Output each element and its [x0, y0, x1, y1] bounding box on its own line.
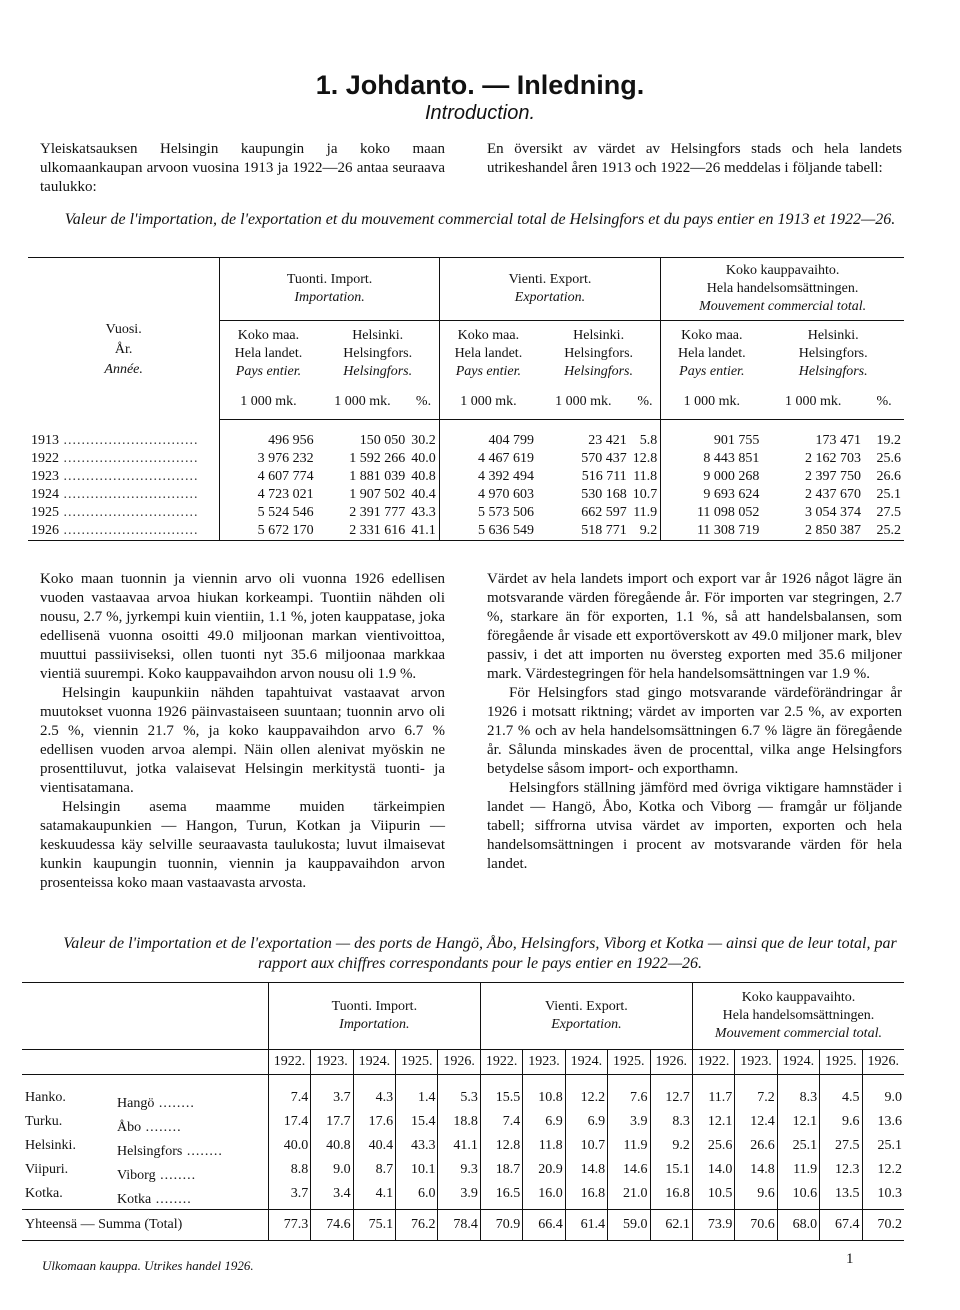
- group-label-fr: Importation.: [339, 1017, 410, 1032]
- subheader-line: Helsingfors.: [564, 346, 634, 361]
- leader-dots: ..............................: [59, 505, 199, 520]
- value-cell: 10.6: [777, 1185, 819, 1210]
- percent-value: 41.1: [408, 522, 439, 541]
- intro-swedish: En översikt av värdet av Helsingfors stads och hela landets utrikeshandel åren 1913 och 1922—26 meddelas i följande tabell:: [487, 141, 902, 176]
- value-cell: 496 956: [220, 420, 317, 451]
- table-row: [22, 1161, 904, 1185]
- value-cell: 9.6: [820, 1113, 862, 1137]
- total-value: 70.9: [480, 1210, 522, 1241]
- leader-dots: ..............................: [59, 487, 199, 502]
- value-cell: 3 054 374: [805, 505, 862, 520]
- year-head-fi: Vuosi.: [105, 321, 142, 337]
- group-label: Tuonti. Import.: [331, 999, 418, 1014]
- year-header: 1923.: [311, 1050, 353, 1075]
- value-cell: 12.1: [777, 1113, 819, 1137]
- value-cell: 570 437: [581, 451, 627, 466]
- value-cell: 11.9: [608, 1137, 650, 1161]
- year-header: 1922.: [480, 1050, 522, 1075]
- year-header: 1924.: [353, 1050, 395, 1075]
- value-cell: 9.6: [735, 1185, 777, 1210]
- value-cell: 2 397 750: [805, 469, 862, 484]
- value-cell: 10.3: [862, 1185, 904, 1210]
- value-cell: 5 636 549: [439, 522, 537, 541]
- table-row: [28, 450, 904, 468]
- paragraph: Helsingin kaupunkiin nähden tapahtuivat vastaavat arvon muutokset vuonna 1926 päinvastaiseen suuntaan; tuonnin arvo oli 2.5 %, viennin 21.7 %, ja koko kauppavaihdon arvo 6.7 % edellisen vuoden arvoa alempi. Näin ollen alenivat myöskin ne prosenttiluvut, jotka valaisevat Helsingin merkitystä tuonti- ja vientisatamana.: [40, 685, 445, 796]
- value-cell: 18.8: [438, 1113, 480, 1137]
- year-value: 1923: [31, 469, 59, 484]
- import-group-header: [220, 258, 439, 321]
- percent-value: 10.7: [632, 487, 658, 502]
- value-cell: 1 592 266: [349, 451, 406, 466]
- value-cell: 3.9: [608, 1113, 650, 1137]
- subheader-line: Helsingfors.: [343, 364, 413, 379]
- value-cell: 13.6: [862, 1113, 904, 1137]
- leader-dots: ..............................: [59, 432, 199, 448]
- value-cell: 26.6: [735, 1137, 777, 1161]
- port-name-sv: Viborg: [117, 1168, 156, 1183]
- percent-value: 19.2: [876, 433, 901, 448]
- percent-value: 30.2: [411, 433, 436, 448]
- value-cell: 21.0: [608, 1185, 650, 1210]
- total-value: 77.3: [268, 1210, 310, 1241]
- value-cell: 17.4: [268, 1113, 310, 1137]
- year-value: 1926: [31, 523, 59, 538]
- value-cell: 901 755: [661, 420, 763, 451]
- value-cell: 7.6: [608, 1075, 650, 1114]
- value-cell: 12.4: [735, 1113, 777, 1137]
- value-cell: 4.1: [353, 1185, 395, 1210]
- city-subheader: [762, 321, 904, 388]
- value-cell: 10.1: [396, 1161, 438, 1185]
- year-header: 1922.: [692, 1050, 734, 1075]
- value-cell: 40.4: [353, 1137, 395, 1161]
- leader-dots: ..............................: [59, 523, 199, 538]
- group-label-fr: Mouvement commercial total.: [714, 1026, 882, 1041]
- subheader-line: Koko maa.: [681, 328, 743, 343]
- value-cell: 3.4: [311, 1185, 353, 1210]
- value-cell: 2 437 670: [805, 487, 862, 502]
- percent-value: 11.8: [633, 469, 658, 484]
- total-value: 66.4: [523, 1210, 565, 1241]
- ports-corner: [22, 983, 268, 1050]
- intro-finnish: Yleiskatsauksen Helsingin kaupungin ja koko maan ulkomaankaupan arvoon vuosina 1913 ja 1922—26 antaa seuraava taulukko:: [40, 141, 445, 195]
- year-header: 1925.: [820, 1050, 862, 1075]
- value-cell: 9 000 268: [661, 468, 763, 486]
- value-cell: 516 711: [581, 469, 627, 484]
- subheader-line: Helsinki.: [352, 328, 404, 343]
- group-label-fr: Importation.: [294, 290, 365, 305]
- value-cell: 9.0: [311, 1161, 353, 1185]
- value-cell: 12.2: [862, 1161, 904, 1185]
- page-subtitle: Introduction.: [424, 102, 536, 124]
- value-cell: 9.0: [862, 1075, 904, 1114]
- subheader-line: Helsingfors.: [798, 346, 868, 361]
- subheader-line: Pays entier.: [679, 364, 745, 379]
- value-cell: 14.0: [692, 1161, 734, 1185]
- footer-source: Ulkomaan kauppa. Utrikes handel 1926.: [42, 1258, 254, 1273]
- percent-label: %.: [864, 387, 904, 420]
- value-cell: 12.8: [480, 1137, 522, 1161]
- value-cell: 7.4: [480, 1113, 522, 1137]
- total-value: 73.9: [692, 1210, 734, 1241]
- year-value: 1922: [31, 451, 59, 466]
- group-label: Vienti. Export.: [508, 272, 592, 287]
- table2-caption: Valeur de l'importation et de l'exportation — des ports de Hangö, Åbo, Helsingfors, Viborg et Kotka — ainsi que de leur total, par rapport aux chiffres correspondants pour le pays entier en 1922—26.: [63, 935, 897, 972]
- total-group-header: [661, 258, 904, 321]
- group-label-sv: Hela handelsomsättningen.: [706, 281, 859, 296]
- subheader-line: Koko maa.: [457, 328, 520, 343]
- country-subheader: [439, 321, 537, 388]
- subheader-line: Hela landet.: [677, 346, 746, 361]
- unit-label: 1 000 mk.: [661, 387, 763, 420]
- percent-label: %.: [408, 387, 439, 420]
- total-label: Yhteensä — Summa (Total): [22, 1210, 268, 1241]
- value-cell: 25.1: [777, 1137, 819, 1161]
- value-cell: 1 907 502: [349, 487, 406, 502]
- unit-label: 1 000 mk.: [220, 387, 317, 420]
- value-cell: 9.2: [650, 1137, 692, 1161]
- year-header: 1926.: [862, 1050, 904, 1075]
- value-cell: 8 443 851: [661, 450, 763, 468]
- percent-value: 40.4: [411, 487, 436, 502]
- total-value: 67.4: [820, 1210, 862, 1241]
- unit-label: 1 000 mk.: [317, 387, 409, 420]
- group-label: Tuonti. Import.: [286, 272, 373, 287]
- port-name: [22, 1161, 268, 1185]
- value-cell: 17.6: [353, 1113, 395, 1137]
- paragraph: Värdet av hela landets import och export var år 1926 något lägre än motsvarande värden föregående år. För importen var stegringen, 2.7 %, starkare än för exporten, 1.1 %, så att handelsbalansen, som föregående år visade ett exportöverskott av 49.0 miljoner mark, blev passiv, i det att importen nu översteg exporten med 35.6 miljoner mark. Värdestegringen för hela handelsomsättningen var 1.9 %.: [487, 571, 902, 682]
- year-header: 1924.: [777, 1050, 819, 1075]
- year-header: 1926.: [650, 1050, 692, 1075]
- subheader-line: Pays entier.: [235, 364, 302, 379]
- value-cell: 17.7: [311, 1113, 353, 1137]
- city-subheader: [317, 321, 440, 388]
- port-name-sv: Åbo: [117, 1120, 142, 1135]
- value-cell: 12.7: [650, 1075, 692, 1114]
- leader-dots: ..............................: [59, 451, 199, 466]
- total-row: [22, 1210, 904, 1241]
- port-name-sv: Kotka: [117, 1192, 152, 1207]
- port-name-sv: Hangö: [117, 1096, 155, 1111]
- percent-value: 43.3: [411, 505, 436, 520]
- value-cell: 4 467 619: [439, 450, 537, 468]
- value-cell: 9.3: [438, 1161, 480, 1185]
- table-row: [22, 1185, 904, 1210]
- value-cell: 7.4: [268, 1075, 310, 1114]
- year-header: 1923.: [735, 1050, 777, 1075]
- percent-value: 25.2: [864, 522, 904, 541]
- value-cell: 5.3: [438, 1075, 480, 1114]
- percent-value: 27.5: [876, 505, 901, 520]
- percent-value: 40.0: [411, 451, 436, 466]
- leader-dots: ..............................: [59, 469, 199, 484]
- country-subheader: [661, 321, 763, 388]
- value-cell: 11.9: [777, 1161, 819, 1185]
- value-cell: 4.5: [820, 1075, 862, 1114]
- percent-value: 40.8: [411, 469, 436, 484]
- value-cell: 518 771: [537, 522, 630, 541]
- ports-table: [22, 982, 904, 1241]
- percent-value: 9.2: [630, 522, 661, 541]
- value-cell: 3.7: [268, 1185, 310, 1210]
- value-cell: 14.8: [565, 1161, 607, 1185]
- year-value: 1924: [31, 487, 59, 502]
- page-number: 1: [846, 1251, 854, 1267]
- total-group-header: [692, 983, 904, 1050]
- value-cell: 3.9: [438, 1185, 480, 1210]
- group-label: Vienti. Export.: [545, 999, 628, 1014]
- value-cell: 10.7: [565, 1137, 607, 1161]
- value-cell: 23 421: [588, 433, 627, 448]
- year-cell: [28, 468, 220, 486]
- percent-value: 25.1: [876, 487, 901, 502]
- port-name: [22, 1113, 268, 1137]
- percent-value: 11.9: [633, 505, 658, 520]
- value-cell: 8.3: [650, 1113, 692, 1137]
- subheader-line: Hela landet.: [454, 346, 523, 361]
- value-cell: 12.2: [565, 1075, 607, 1114]
- value-cell: 662 597: [581, 505, 627, 520]
- value-cell: 3.7: [311, 1075, 353, 1114]
- value-cell: 16.8: [565, 1185, 607, 1210]
- value-cell: 18.7: [480, 1161, 522, 1185]
- value-cell: 6.0: [396, 1185, 438, 1210]
- value-cell: 2 391 777: [349, 505, 406, 520]
- paragraph: Helsingin asema maamme muiden tärkeimpien satamakaupunkien — Hangon, Turun, Kotkan ja Viipurin — keskuudessa käy selville seuraavasta taulukosta; luvut ilmaisevat kunkin kaupungin tuonnin, viennin ja kauppavaihdon arvon prosenteissa koko maan vastaavasta arvosta.: [40, 799, 445, 891]
- percent-value: 25.6: [876, 451, 901, 466]
- value-cell: 7.2: [735, 1075, 777, 1114]
- year-row-spacer: [22, 1050, 268, 1075]
- port-name: [22, 1137, 268, 1161]
- paragraph: Helsingfors ställning jämförd med övriga viktigare hamnstäder i landet — Hangö, Åbo, Kotka och Viborg — framgår ur följande tabell; siffrorna utvisa värdet av importen, exporten och hela handelsomsättningen i procent av motsvarande värden för hela landet.: [487, 780, 902, 872]
- value-cell: 8.7: [353, 1161, 395, 1185]
- value-cell: 8.3: [777, 1075, 819, 1114]
- export-group-header: [439, 258, 660, 321]
- group-label: Koko kauppavaihto.: [741, 990, 856, 1005]
- year-value: 1925: [31, 505, 59, 520]
- subheader-line: Pays entier.: [455, 364, 522, 379]
- city-subheader: [537, 321, 661, 388]
- table-row: [28, 522, 904, 541]
- subheader-line: Helsinki.: [807, 328, 859, 343]
- value-cell: 2 331 616: [317, 522, 409, 541]
- subheader-line: Helsinki.: [573, 328, 625, 343]
- table-row: [22, 1075, 904, 1114]
- trade-table: [28, 257, 904, 541]
- total-value: 62.1: [650, 1210, 692, 1241]
- value-cell: 6.9: [523, 1113, 565, 1137]
- value-cell: 11.7: [692, 1075, 734, 1114]
- year-cell: [28, 450, 220, 468]
- value-cell: 12.3: [820, 1161, 862, 1185]
- table1-caption: Valeur de l'importation, de l'exportation et du mouvement commercial total de Helsingfors et du pays entier en 1913 et 1922—26.: [64, 211, 896, 228]
- value-cell: 5 672 170: [220, 522, 317, 541]
- year-cell: [28, 504, 220, 522]
- value-cell: 15.4: [396, 1113, 438, 1137]
- value-cell: 14.6: [608, 1161, 650, 1185]
- value-cell: 15.1: [650, 1161, 692, 1185]
- table-row: [28, 486, 904, 504]
- year-header: 1926.: [438, 1050, 480, 1075]
- year-header: 1925.: [396, 1050, 438, 1075]
- value-cell: 9 693 624: [661, 486, 763, 504]
- unit-label: 1 000 mk.: [439, 387, 537, 420]
- total-value: 68.0: [777, 1210, 819, 1241]
- value-cell: 404 799: [439, 420, 537, 451]
- port-name-sv: Helsingfors: [117, 1144, 183, 1159]
- leader-dots: ........: [182, 1144, 223, 1159]
- percent-value: 5.8: [639, 433, 658, 448]
- value-cell: 12.1: [692, 1113, 734, 1137]
- value-cell: 2 162 703: [805, 451, 862, 466]
- value-cell: 2 850 387: [762, 522, 864, 541]
- year-head-sv: År.: [114, 341, 133, 357]
- table-row: [22, 1113, 904, 1137]
- total-value: 70.6: [735, 1210, 777, 1241]
- table-row: [28, 468, 904, 486]
- port-name-fi: Turku.: [25, 1114, 63, 1129]
- port-name-fi: Viipuri.: [25, 1162, 69, 1177]
- value-cell: 173 471: [815, 433, 862, 448]
- table-row: [22, 1137, 904, 1161]
- total-value: 78.4: [438, 1210, 480, 1241]
- value-cell: 25.6: [692, 1137, 734, 1161]
- value-cell: 530 168: [581, 487, 627, 502]
- value-cell: 15.5: [480, 1075, 522, 1114]
- group-label: Koko kauppavaihto.: [725, 263, 840, 278]
- value-cell: 40.8: [311, 1137, 353, 1161]
- value-cell: 10.8: [523, 1075, 565, 1114]
- year-header: 1922.: [268, 1050, 310, 1075]
- group-label-fr: Mouvement commercial total.: [699, 299, 867, 314]
- value-cell: 14.8: [735, 1161, 777, 1185]
- value-cell: 150 050: [359, 433, 406, 448]
- leader-dots: ........: [155, 1168, 197, 1183]
- value-cell: 4 723 021: [220, 486, 317, 504]
- paragraph: För Helsingfors stad gingo motsvarande värdeförändringar år 1926 i motsatt riktning; värdet av importen var 2.5 %, av exporten 21.7 % och av hela handelsomsättningen 6.7 % lägre än föregående år. Sålunda minskades även de procenttal, vilka ange Helsingfors betydelse såsom import- och exporthamn.: [487, 685, 902, 777]
- value-cell: 5 573 506: [439, 504, 537, 522]
- group-label-fr: Exportation.: [514, 290, 586, 305]
- leader-dots: ........: [151, 1192, 192, 1207]
- year-header: 1924.: [565, 1050, 607, 1075]
- value-cell: 27.5: [820, 1137, 862, 1161]
- value-cell: 4 970 603: [439, 486, 537, 504]
- value-cell: 1 881 039: [349, 469, 406, 484]
- total-value: 59.0: [608, 1210, 650, 1241]
- value-cell: 1.4: [396, 1075, 438, 1114]
- year-header: 1923.: [523, 1050, 565, 1075]
- value-cell: 25.1: [862, 1137, 904, 1161]
- paragraph: Koko maan tuonnin ja viennin arvo oli vuonna 1926 edellisen vuoden vastaavaa arvoa hiukan korkeampi. Tuontiin nähden oli nousu, 2.7 %, jyrkempi kuin vientiin, 1.1 %, joten kauppatase, joka edellisenä vuonna osoitti 49.0 miljoonan markan vientivoittoa, muuttui passiiviseksi, ollen tuonti nyt 35.6 miljoonaa markkaa vientiä suurempi. Koko kauppavaihdon arvon nousu oli 1.9 %.: [40, 571, 445, 682]
- value-cell: 4 392 494: [439, 468, 537, 486]
- group-label-sv: Hela handelsomsättningen.: [722, 1008, 875, 1023]
- unit-label: 1 000 mk.: [762, 387, 864, 420]
- year-cell: [28, 420, 220, 451]
- year-header: 1925.: [608, 1050, 650, 1075]
- year-value: 1913: [31, 432, 59, 448]
- port-name: [22, 1075, 268, 1114]
- subheader-line: Helsingfors.: [564, 364, 634, 379]
- value-cell: 4.3: [353, 1075, 395, 1114]
- value-cell: 11 098 052: [661, 504, 763, 522]
- table-row: [28, 420, 904, 451]
- value-cell: 4 607 774: [220, 468, 317, 486]
- value-cell: 3 976 232: [220, 450, 317, 468]
- total-value: 70.2: [862, 1210, 904, 1241]
- port-name-fi: Kotka.: [25, 1186, 63, 1201]
- port-name: [22, 1185, 268, 1210]
- export-group-header: [480, 983, 692, 1050]
- value-cell: 8.8: [268, 1161, 310, 1185]
- country-subheader: [220, 321, 317, 388]
- value-cell: 16.0: [523, 1185, 565, 1210]
- value-cell: 40.0: [268, 1137, 310, 1161]
- leader-dots: ........: [141, 1120, 182, 1135]
- year-head-fr: Année.: [104, 361, 143, 377]
- year-cell: [28, 486, 220, 504]
- value-cell: 16.5: [480, 1185, 522, 1210]
- value-cell: 41.1: [438, 1137, 480, 1161]
- value-cell: 43.3: [396, 1137, 438, 1161]
- group-label-fr: Exportation.: [551, 1017, 622, 1032]
- total-value: 61.4: [565, 1210, 607, 1241]
- total-value: 75.1: [353, 1210, 395, 1241]
- subheader-line: Helsingfors.: [343, 346, 413, 361]
- subheader-line: Koko maa.: [237, 328, 300, 343]
- year-cell: [28, 522, 220, 541]
- value-cell: 6.9: [565, 1113, 607, 1137]
- import-group-header: [268, 983, 480, 1050]
- percent-value: 12.8: [632, 451, 658, 466]
- finnish-text: [40, 570, 445, 893]
- unit-label: 1 000 mk.: [537, 387, 630, 420]
- percent-label: %.: [630, 387, 661, 420]
- value-cell: 11.8: [523, 1137, 565, 1161]
- value-cell: 20.9: [523, 1161, 565, 1185]
- total-value: 74.6: [311, 1210, 353, 1241]
- page-title: 1. Johdanto. — Inledning.: [315, 70, 645, 100]
- value-cell: 16.8: [650, 1185, 692, 1210]
- year-header: [28, 258, 220, 420]
- value-cell: 5 524 546: [220, 504, 317, 522]
- subheader-line: Hela landet.: [234, 346, 303, 361]
- swedish-text: [487, 570, 902, 874]
- value-cell: 13.5: [820, 1185, 862, 1210]
- port-name-fi: Hanko.: [25, 1090, 66, 1105]
- leader-dots: ........: [154, 1096, 195, 1111]
- table-row: [28, 504, 904, 522]
- value-cell: 11 308 719: [661, 522, 763, 541]
- value-cell: 10.5: [692, 1185, 734, 1210]
- port-name-fi: Helsinki.: [25, 1138, 76, 1153]
- subheader-line: Helsingfors.: [798, 364, 868, 379]
- total-value: 76.2: [396, 1210, 438, 1241]
- percent-value: 26.6: [876, 469, 901, 484]
